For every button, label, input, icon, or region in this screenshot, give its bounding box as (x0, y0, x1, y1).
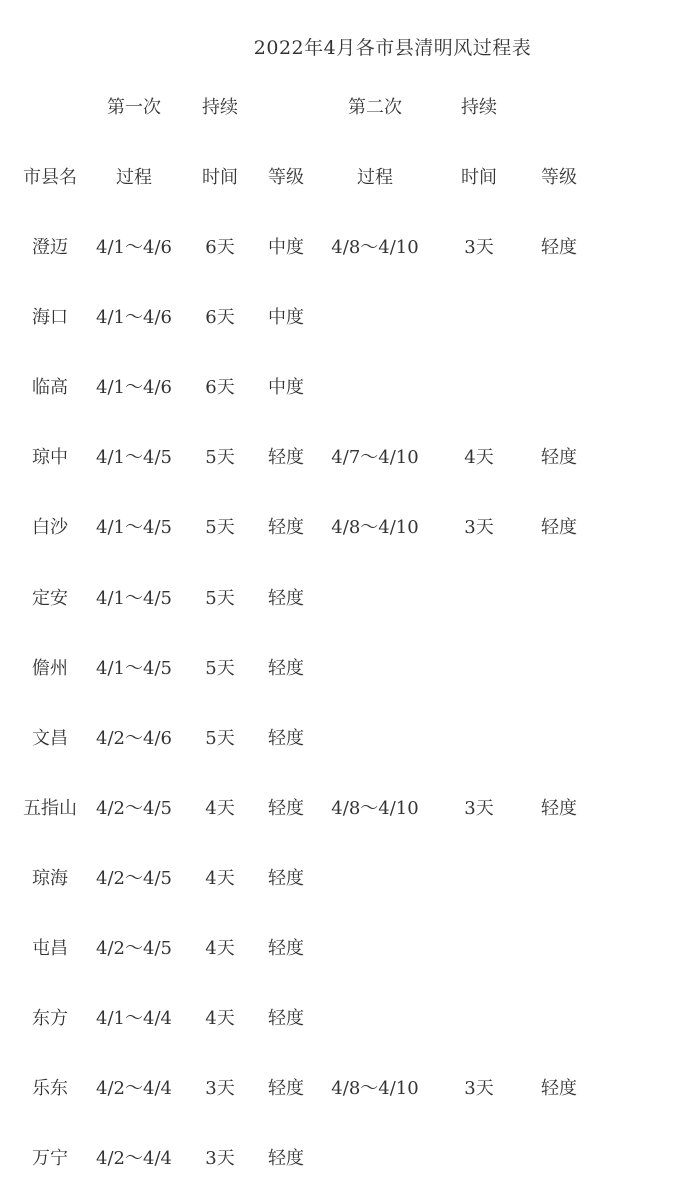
cell-level-1: 轻度 (268, 868, 304, 889)
cell-process-2: 4/8～4/10 (331, 1078, 419, 1099)
cell-level-1: 轻度 (268, 1008, 304, 1029)
cell-time-1: 5天 (205, 658, 235, 679)
header-first-round: 第一次 (107, 97, 161, 118)
cell-time-1: 5天 (205, 517, 235, 538)
cell-process-1: 4/2～4/4 (96, 1148, 172, 1169)
header-time-2: 时间 (461, 167, 497, 188)
header-city: 市县名 (23, 167, 77, 188)
cell-process-1: 4/1～4/5 (96, 588, 172, 609)
cell-process-1: 4/2～4/5 (96, 868, 172, 889)
header-process-2: 过程 (357, 167, 393, 188)
cell-city: 五指山 (23, 798, 77, 819)
cell-process-1: 4/1～4/5 (96, 517, 172, 538)
cell-process-1: 4/1～4/5 (96, 658, 172, 679)
cell-process-2: 4/8～4/10 (331, 798, 419, 819)
cell-level-1: 中度 (268, 307, 304, 328)
cell-level-1: 轻度 (268, 798, 304, 819)
cell-time-1: 4天 (205, 938, 235, 959)
header-second-round: 第二次 (348, 97, 402, 118)
cell-level-1: 轻度 (268, 938, 304, 959)
cell-city: 乐东 (32, 1078, 68, 1099)
cell-process-2: 4/8～4/10 (331, 237, 419, 258)
cell-level-1: 中度 (268, 237, 304, 258)
header-second-duration: 持续 (461, 97, 497, 118)
cell-time-1: 5天 (205, 588, 235, 609)
cell-process-1: 4/2～4/6 (96, 728, 172, 749)
cell-time-1: 4天 (205, 798, 235, 819)
cell-process-2: 4/7～4/10 (331, 447, 419, 468)
cell-time-2: 4天 (464, 447, 494, 468)
cell-level-1: 轻度 (268, 1148, 304, 1169)
cell-process-1: 4/1～4/6 (96, 307, 172, 328)
page-title: 2022年4月各市县清明风过程表 (253, 37, 532, 59)
cell-city: 澄迈 (32, 237, 68, 258)
cell-city: 临高 (32, 377, 68, 398)
cell-city: 屯昌 (32, 938, 68, 959)
cell-city: 东方 (32, 1008, 68, 1029)
cell-time-1: 5天 (205, 447, 235, 468)
cell-level-1: 轻度 (268, 728, 304, 749)
cell-time-2: 3天 (464, 517, 494, 538)
cell-city: 万宁 (32, 1148, 68, 1169)
cell-level-1: 轻度 (268, 588, 304, 609)
cell-level-1: 轻度 (268, 447, 304, 468)
cell-process-1: 4/1～4/5 (96, 447, 172, 468)
cell-city: 儋州 (32, 658, 68, 679)
cell-time-2: 3天 (464, 798, 494, 819)
cell-level-1: 轻度 (268, 517, 304, 538)
cell-time-2: 3天 (464, 237, 494, 258)
cell-level-1: 轻度 (268, 658, 304, 679)
cell-time-1: 6天 (205, 377, 235, 398)
cell-level-1: 中度 (268, 377, 304, 398)
cell-level-2: 轻度 (541, 447, 577, 468)
cell-level-2: 轻度 (541, 1078, 577, 1099)
header-level-1: 等级 (268, 167, 304, 188)
cell-time-1: 3天 (205, 1078, 235, 1099)
cell-level-2: 轻度 (541, 798, 577, 819)
cell-time-2: 3天 (464, 1078, 494, 1099)
cell-time-1: 5天 (205, 728, 235, 749)
header-first-duration: 持续 (202, 97, 238, 118)
cell-process-1: 4/1～4/6 (96, 237, 172, 258)
cell-level-2: 轻度 (541, 237, 577, 258)
header-process-1: 过程 (116, 167, 152, 188)
cell-city: 定安 (32, 588, 68, 609)
cell-city: 文昌 (32, 728, 68, 749)
cell-process-2: 4/8～4/10 (331, 517, 419, 538)
header-time-1: 时间 (202, 167, 238, 188)
cell-time-1: 6天 (205, 307, 235, 328)
cell-city: 白沙 (32, 517, 68, 538)
cell-process-1: 4/1～4/4 (96, 1008, 172, 1029)
cell-process-1: 4/1～4/6 (96, 377, 172, 398)
cell-time-1: 4天 (205, 868, 235, 889)
cell-time-1: 3天 (205, 1148, 235, 1169)
cell-city: 海口 (32, 307, 68, 328)
cell-process-1: 4/2～4/5 (96, 798, 172, 819)
cell-city: 琼中 (32, 447, 68, 468)
cell-time-1: 6天 (205, 237, 235, 258)
cell-level-1: 轻度 (268, 1078, 304, 1099)
header-level-2: 等级 (541, 167, 577, 188)
cell-process-1: 4/2～4/4 (96, 1078, 172, 1099)
cell-process-1: 4/2～4/5 (96, 938, 172, 959)
cell-level-2: 轻度 (541, 517, 577, 538)
cell-time-1: 4天 (205, 1008, 235, 1029)
cell-city: 琼海 (32, 868, 68, 889)
